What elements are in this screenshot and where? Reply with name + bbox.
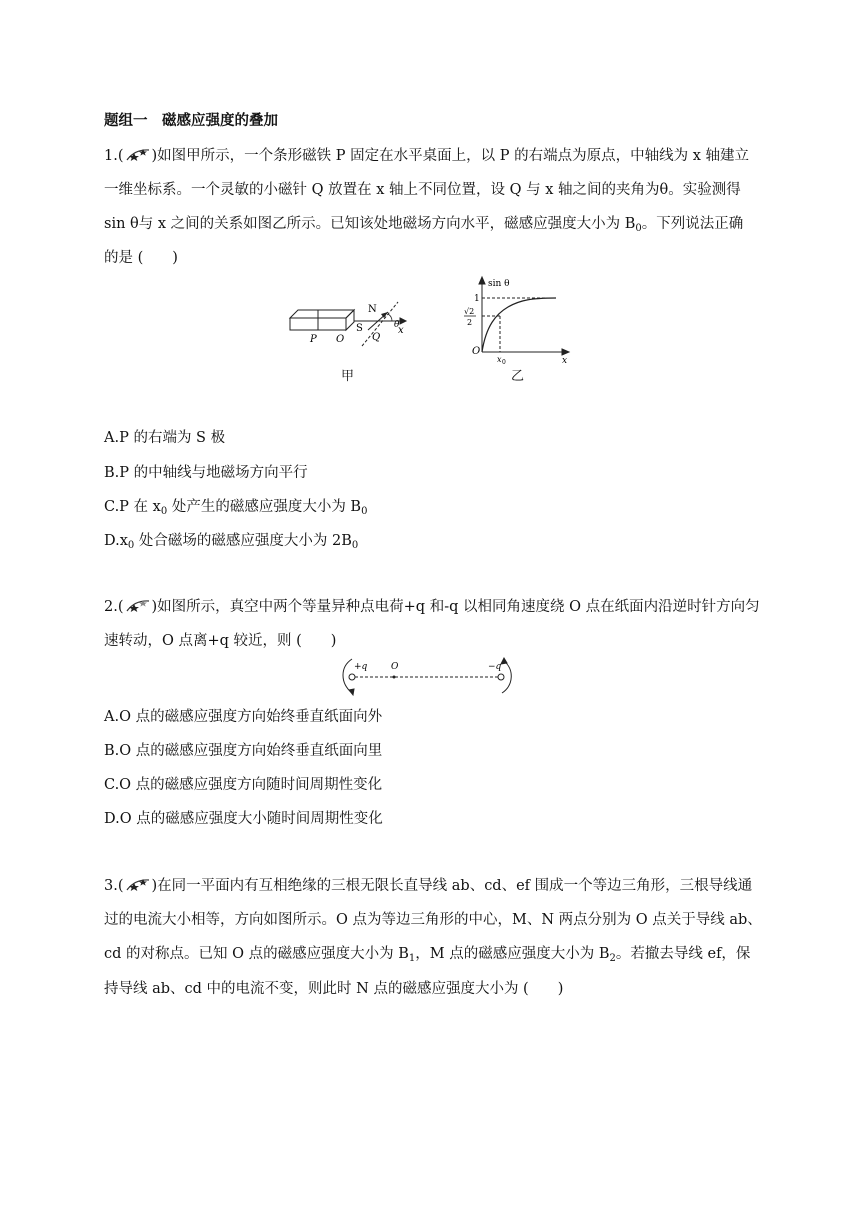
q3-sub-1: 1 [408, 953, 416, 964]
q3-sub-2: 2 [609, 953, 616, 964]
q2-line-2: 速转动，O 点离+q 较近，则 ( ) [104, 633, 337, 649]
figure-yi-graph [462, 274, 576, 366]
label-O: O [336, 334, 345, 345]
q1-sub-3: 0 [635, 223, 642, 234]
figure-jia-caption: 甲 [341, 369, 355, 384]
q2-option-c[interactable]: C.O 点的磁感应强度方向随时间周期性变化 [104, 777, 383, 793]
label-Q: Q [372, 332, 381, 343]
difficulty-stars-icon [125, 147, 151, 163]
q1-text-1: )如图甲所示，一个条形磁铁 P 固定在水平桌面上，以 P 的右端点为原点，中轴线为 x 轴建立 [151, 148, 749, 164]
label-minus-q: −q [488, 662, 502, 672]
q1-c-text-a: C.P 在 x [104, 499, 161, 515]
q2-option-b[interactable]: B.O 点的磁感应强度方向始终垂直纸面向里 [104, 743, 383, 759]
q3-text-3a: cd 的对称点。已知 O 点的磁感应强度大小为 B [104, 946, 409, 962]
label-theta: θ [394, 320, 400, 330]
q2-number: 2.( [104, 599, 124, 615]
label-N: N [368, 304, 377, 315]
q3-line-3 [104, 944, 750, 969]
q1-d-text-b: 处合磁场的磁感应强度大小为 2B [134, 533, 352, 549]
q1-d-sub2: 0 [351, 540, 359, 551]
point-O [393, 676, 396, 679]
yi-x0: x [497, 355, 502, 364]
yi-origin: O [472, 346, 481, 357]
q2-line-1 [104, 597, 760, 617]
q1-text-3b: 。下列说法正确 [641, 216, 744, 232]
yi-x0-sub: 0 [502, 359, 506, 366]
q1-text-3a: sin θ与 x 之间的关系如图乙所示。已知该处地磁场方向水平，磁感应强度大小为 B [104, 216, 636, 232]
difficulty-stars-icon [125, 598, 151, 614]
q2-option-d[interactable]: D.O 点的磁感应强度大小随时间周期性变化 [104, 811, 383, 827]
label-O: O [391, 662, 399, 672]
q1-d-sub: 0 [127, 540, 135, 551]
q1-option-b[interactable]: B.P 的中轴线与地磁场方向平行 [104, 465, 308, 481]
yi-ylabel: sin θ [488, 279, 510, 289]
q1-option-c[interactable] [104, 497, 367, 522]
q1-number: 1.( [104, 148, 124, 164]
section-title: 题组一 磁感应强度的叠加 [104, 113, 278, 129]
q2-text-1: )如图所示，真空中两个等量异种点电荷+q 和-q 以相同角速度绕 O 点在纸面内沿逆时针方向匀 [151, 599, 760, 615]
q1-option-a[interactable]: A.P 的右端为 S 极 [104, 430, 226, 446]
q3-line-1 [104, 876, 752, 896]
q3-text-3b: ，M 点的磁感应强度大小为 B [415, 946, 610, 962]
label-x: x [398, 325, 404, 336]
q1-c-sub2: 0 [361, 506, 368, 517]
q1-line-3 [104, 214, 743, 239]
q1-line-1 [104, 146, 749, 166]
figure-jia-magnet [280, 296, 420, 356]
q3-line-4: 持导线 ab、cd 中的电流不变，则此时 N 点的磁感应强度大小为 ( ) [104, 981, 564, 997]
q3-number: 3.( [104, 878, 124, 894]
q1-line-4: 的是 ( ) [104, 250, 178, 266]
q1-option-d[interactable] [104, 531, 358, 556]
yi-tick-1: 1 [474, 294, 480, 304]
q2-option-a[interactable]: A.O 点的磁感应强度方向始终垂直纸面向外 [104, 709, 383, 725]
figure-charges [338, 655, 522, 697]
q1-d-text-a: D.x [104, 533, 128, 549]
yi-tick-2: 2 [467, 318, 473, 327]
yi-xlabel: x [562, 356, 568, 366]
q1-c-sub: 0 [160, 506, 168, 517]
q1-c-text-b: 处产生的磁感应强度大小为 B [167, 499, 362, 515]
q3-line-2: 过的电流大小相等，方向如图所示。O 点为等边三角形的中心，M、N 两点分别为 O 点关于导线 ab、 [104, 912, 762, 928]
label-S: S [356, 323, 363, 334]
q3-text-3c: 。若撤去导线 ef，保 [615, 946, 751, 962]
difficulty-stars-icon [125, 877, 151, 893]
label-plus-q: +q [354, 662, 368, 672]
yi-tick-sqrt2: √2 [464, 307, 475, 316]
q3-text-1: )在同一平面内有互相绝缘的三根无限长直导线 ab、cd、ef 围成一个等边三角形，三根导线通 [151, 878, 753, 894]
q1-line-2: 一维坐标系。一个灵敏的小磁针 Q 放置在 x 轴上不同位置，设 Q 与 x 轴之间的夹角为θ。实验测得 [104, 182, 741, 198]
label-P: P [310, 334, 317, 345]
figure-yi-caption: 乙 [511, 369, 525, 384]
